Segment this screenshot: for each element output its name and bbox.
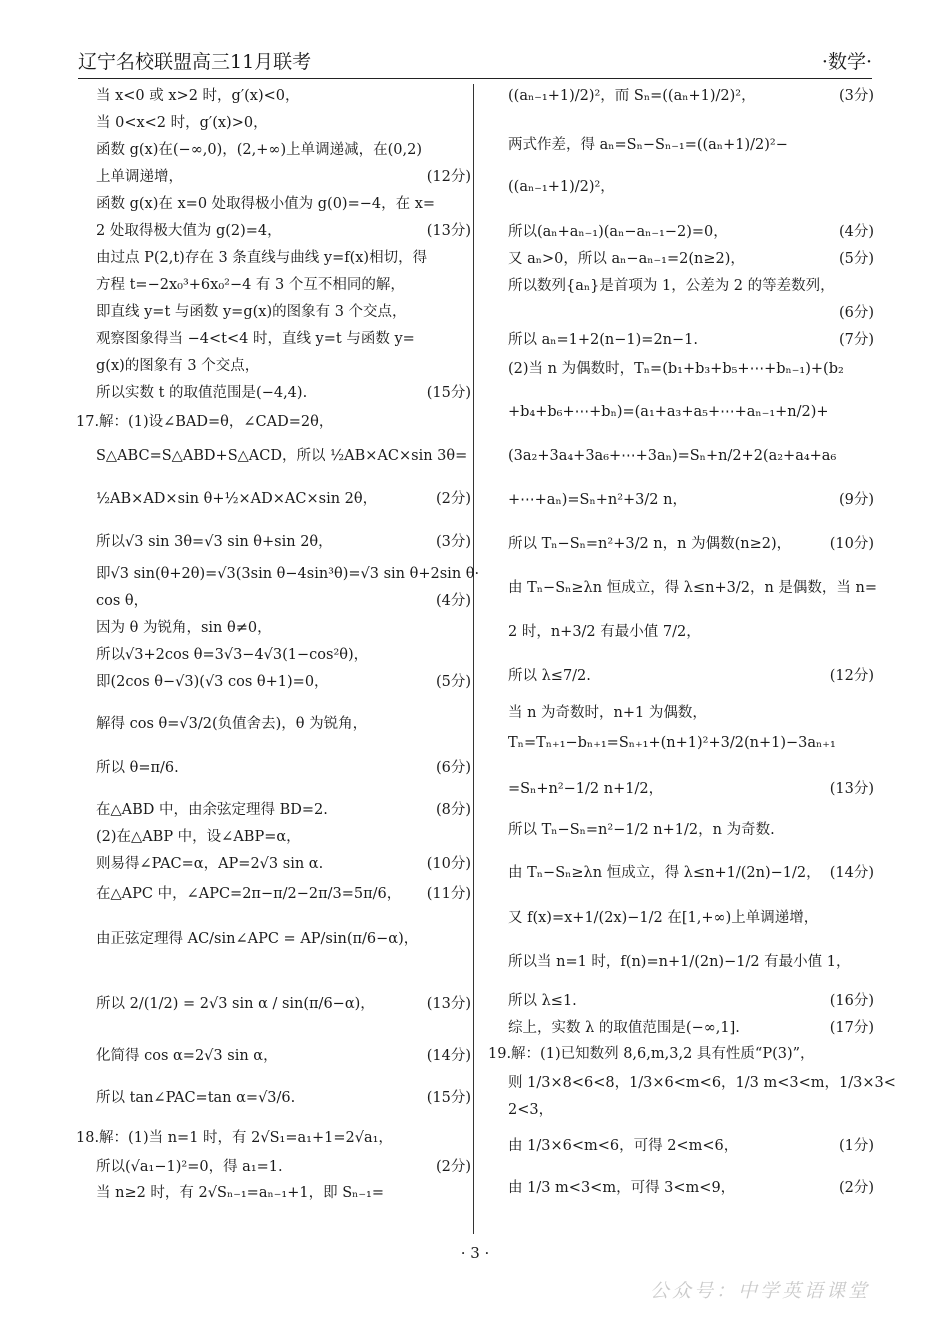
right-solution-line [508, 359, 874, 379]
line-text: 综上，实数 λ 的取值范围是(−∞,1]. [508, 1020, 740, 1036]
line-text: =Sₙ+n²−1/2 n+1/2， [508, 781, 664, 797]
score-label: (10分) [426, 856, 471, 872]
score-label: (11分) [426, 886, 471, 902]
line-text: 则 1/3×8<6<8，1/3×6<m<6，1/3 m<3<m，1/3×3< [508, 1075, 896, 1091]
score-label: (3分) [435, 534, 471, 550]
line-text: 当 x<0 或 x>2 时，g′(x)<0， [96, 88, 300, 104]
score-label: (2分) [838, 1180, 874, 1196]
score-label: (5分) [435, 674, 471, 690]
score-label: (17分) [829, 1020, 874, 1036]
line-text: 由 1/3 m<3<m，可得 3<m<9， [508, 1180, 736, 1196]
left-solution-line [96, 140, 471, 160]
line-text: 17.解：(1)设∠BAD=θ，∠CAD=2θ， [76, 414, 334, 430]
left-solution-line [96, 854, 471, 874]
right-solution-line [488, 1044, 874, 1064]
line-text: 当 n≥2 时，有 2√Sₙ₋₁=aₙ₋₁+1，即 Sₙ₋₁= [96, 1185, 385, 1201]
left-solution-line [96, 248, 471, 268]
left-solution-line [96, 564, 480, 584]
line-text: 18.解：(1)当 n=1 时，有 2√S₁=a₁+1=2√a₁， [76, 1130, 393, 1146]
line-text: +⋯+aₙ)=Sₙ+n²+3/2 n， [508, 492, 687, 508]
line-text: ((aₙ₋₁+1)/2)²，而 Sₙ=((aₙ+1)/2)²， [508, 88, 756, 104]
right-solution-line [508, 402, 874, 422]
line-text: Tₙ=Tₙ₊₁−bₙ₊₁=Sₙ₊₁+(n+1)²+3/2(n+1)−3aₙ₊₁ [508, 735, 836, 751]
line-text: 19.解：(1)已知数列 8,6,m,3,2 具有性质“P(3)”， [488, 1046, 815, 1062]
page-header [78, 44, 872, 79]
right-solution-line [508, 1100, 874, 1120]
line-text: 当 n 为奇数时，n+1 为偶数， [508, 705, 707, 721]
left-solution-line [96, 356, 471, 376]
left-solution-line [96, 994, 471, 1014]
left-solution-line [96, 800, 471, 820]
right-solution-line [508, 86, 874, 106]
score-label: (1分) [838, 1138, 874, 1154]
left-solution-line [96, 827, 471, 847]
left-solution-line [96, 645, 471, 665]
left-solution-line [96, 672, 471, 692]
left-solution-line [96, 929, 471, 949]
left-solution-line [96, 221, 471, 241]
left-solution-line [96, 275, 471, 295]
line-text: 又 aₙ>0，所以 aₙ−aₙ₋₁=2(n≥2)， [508, 251, 745, 267]
page-number: · 3 · [460, 1244, 490, 1262]
score-label: (8分) [435, 802, 471, 818]
score-label: (10分) [829, 536, 874, 552]
line-text: +b₄+b₆+⋯+bₙ)=(a₁+a₃+a₅+⋯+aₙ₋₁+n/2)+ [508, 404, 829, 420]
score-label: (15分) [426, 385, 471, 401]
right-solution-line [508, 908, 874, 928]
left-solution-line [96, 489, 471, 509]
line-text: 由 Tₙ−Sₙ≥λn 恒成立，得 λ≤n+1/(2n)−1/2， [508, 865, 821, 881]
left-solution-line [96, 884, 471, 904]
line-text: (3a₂+3a₄+3a₆+⋯+3aₙ)=Sₙ+n/2+2(a₂+a₄+a₆ [508, 448, 837, 464]
score-label: (9分) [838, 492, 874, 508]
line-text: 所以 2/(1/2) = 2√3 sin α / sin(π/6−α)， [96, 996, 375, 1012]
line-text: (2)当 n 为偶数时，Tₙ=(b₁+b₃+b₅+⋯+bₙ₋₁)+(b₂ [508, 361, 844, 377]
left-solution-line [96, 591, 471, 611]
score-label: (7分) [838, 332, 874, 348]
score-label: (14分) [829, 865, 874, 881]
left-solution-line [96, 383, 471, 403]
line-text: 由过点 P(2,t)存在 3 条直线与曲线 y=f(x)相切，得 [96, 250, 428, 266]
line-text: ½AB×AD×sin θ+½×AD×AC×sin 2θ， [96, 491, 378, 507]
left-solution-line [96, 758, 471, 778]
line-text: 所以 Tₙ−Sₙ=n²−1/2 n+1/2，n 为奇数. [508, 822, 775, 838]
score-label: (4分) [838, 224, 874, 240]
line-text: 又 f(x)=x+1/(2x)−1/2 在[1,+∞)上单调递增， [508, 910, 819, 926]
score-label: (13分) [426, 996, 471, 1012]
line-text: 在△APC 中，∠APC=2π−π/2−2π/3=5π/6， [96, 886, 402, 902]
left-solution-line [96, 446, 471, 466]
score-label: (13分) [829, 781, 874, 797]
line-text: S△ABC=S△ABD+S△ACD，所以 ½AB×AC×sin 3θ= [96, 448, 468, 464]
right-solution-line [508, 1018, 874, 1038]
line-text: 化简得 cos α=2√3 sin α， [96, 1048, 278, 1064]
line-text: 所以 aₙ=1+2(n−1)=2n−1. [508, 332, 699, 348]
line-text: 在△ABD 中，由余弦定理得 BD=2. [96, 802, 328, 818]
score-label: (2分) [435, 1159, 471, 1175]
right-solution-line [508, 249, 874, 269]
left-solution-line [96, 618, 471, 638]
left-solution-line [96, 113, 471, 133]
left-solution-line [96, 86, 471, 106]
line-text: 所以 θ=π/6. [96, 760, 179, 776]
score-label: (5分) [838, 251, 874, 267]
line-text: 2 时，n+3/2 有最小值 7/2， [508, 624, 701, 640]
line-text: 所以√3 sin 3θ=√3 sin θ+sin 2θ， [96, 534, 333, 550]
right-solution-line [508, 703, 874, 723]
score-label: (16分) [829, 993, 874, 1009]
left-solution-line [96, 329, 471, 349]
left-solution-line [96, 194, 471, 214]
subject-label: ·数学· [821, 51, 872, 73]
score-label: (12分) [829, 668, 874, 684]
line-text: 上单调递增， [96, 169, 183, 185]
line-text: 所以 tan∠PAC=tan α=√3/6. [96, 1090, 296, 1106]
line-text: 2<3， [508, 1102, 554, 1118]
line-text: ((aₙ₋₁+1)/2)²， [508, 179, 615, 195]
line-text: 2 处取得极大值为 g(2)=4， [96, 223, 282, 239]
score-label: (6分) [838, 305, 874, 321]
line-text: 方程 t=−2x₀³+6x₀²−4 有 3 个互不相同的解， [96, 277, 405, 293]
line-text: 所以 Tₙ−Sₙ=n²+3/2 n，n 为偶数(n≥2)， [508, 536, 792, 552]
line-text: 即(2cos θ−√3)(√3 cos θ+1)=0， [96, 674, 329, 690]
line-text: 所以数列{aₙ}是首项为 1，公差为 2 的等差数列， [508, 278, 835, 294]
line-text: 所以实数 t 的取值范围是(−4,4). [96, 385, 308, 401]
left-solution-line [76, 412, 471, 432]
right-solution-line [508, 578, 878, 598]
right-solution-line [508, 177, 874, 197]
left-solution-line [96, 532, 471, 552]
right-solution-line [508, 276, 874, 296]
score-label: (15分) [426, 1090, 471, 1106]
score-label: (4分) [435, 593, 471, 609]
score-label: (12分) [426, 169, 471, 185]
right-solution-line [508, 490, 874, 510]
left-solution-line [96, 1183, 471, 1203]
line-text: 函数 g(x)在 x=0 处取得极小值为 g(0)=−4，在 x= [96, 196, 436, 212]
line-text: g(x)的图象有 3 个交点， [96, 358, 260, 374]
line-text: 当 0<x<2 时，g′(x)>0， [96, 115, 268, 131]
line-text: 解得 cos θ=√3/2(负值舍去)，θ 为锐角， [96, 716, 368, 732]
left-solution-line [76, 1128, 471, 1148]
right-solution-line [508, 1073, 896, 1093]
line-text: (2)在△ABP 中，设∠ABP=α， [96, 829, 301, 845]
score-label: (2分) [435, 491, 471, 507]
left-solution-line [96, 714, 471, 734]
line-text: 即直线 y=t 与函数 y=g(x)的图象有 3 个交点， [96, 304, 407, 320]
line-text: 所以 λ≤7/2. [508, 668, 591, 684]
right-solution-line [508, 622, 874, 642]
right-solution-line [508, 952, 874, 972]
right-solution-line [508, 863, 874, 883]
right-solution-line [508, 666, 874, 686]
line-text: 所以(aₙ+aₙ₋₁)(aₙ−aₙ₋₁−2)=0， [508, 224, 728, 240]
right-solution-line [508, 733, 874, 753]
line-text: 则易得∠PAC=α，AP=2√3 sin α. [96, 856, 324, 872]
line-text: 由 1/3×6<m<6，可得 2<m<6， [508, 1138, 739, 1154]
exam-title: 辽宁名校联盟高三11月联考 [78, 51, 312, 73]
line-text: 所以(√a₁−1)²=0，得 a₁=1. [96, 1159, 283, 1175]
right-solution-line [508, 330, 874, 350]
line-text: 所以 λ≤1. [508, 993, 577, 1009]
line-text: 两式作差，得 aₙ=Sₙ−Sₙ₋₁=((aₙ+1)/2)²− [508, 137, 788, 153]
right-solution-line [508, 1136, 874, 1156]
score-label: (13分) [426, 223, 471, 239]
right-solution-line [508, 446, 874, 466]
score-label: (6分) [435, 760, 471, 776]
right-solution-line [508, 135, 874, 155]
score-label: (14分) [426, 1048, 471, 1064]
right-solution-line [508, 222, 874, 242]
left-solution-line [96, 167, 471, 187]
line-text: 观察图象得当 −4<t<4 时，直线 y=t 与函数 y= [96, 331, 415, 347]
line-text: 所以√3+2cos θ=3√3−4√3(1−cos²θ)， [96, 647, 369, 663]
line-text: 因为 θ 为锐角，sin θ≠0， [96, 620, 272, 636]
left-solution-line [96, 1046, 471, 1066]
line-text: 由 Tₙ−Sₙ≥λn 恒成立，得 λ≤n+3/2，n 是偶数，当 n= [508, 580, 878, 596]
line-text: cos θ， [96, 593, 149, 609]
right-solution-line [508, 779, 874, 799]
line-text: 所以当 n=1 时，f(n)=n+1/(2n)−1/2 有最小值 1， [508, 954, 851, 970]
left-solution-line [96, 1157, 471, 1177]
watermark: 公众号：中学英语课堂 [649, 1280, 870, 1302]
left-solution-line [96, 302, 471, 322]
score-label: (3分) [838, 88, 874, 104]
line-text: 即√3 sin(θ+2θ)=√3(3sin θ−4sin³θ)=√3 sin θ+2sin θ· [96, 566, 480, 582]
right-solution-line [508, 1178, 874, 1198]
right-solution-line [508, 820, 874, 840]
line-text: 函数 g(x)在(−∞,0)，(2,+∞)上单调递减，在(0,2) [96, 142, 423, 158]
left-solution-line [96, 1088, 471, 1108]
right-solution-line [508, 534, 874, 554]
column-divider [473, 84, 474, 1234]
right-solution-line [508, 991, 874, 1011]
line-text: 由正弦定理得 AC/sin∠APC = AP/sin(π/6−α)， [96, 931, 419, 947]
